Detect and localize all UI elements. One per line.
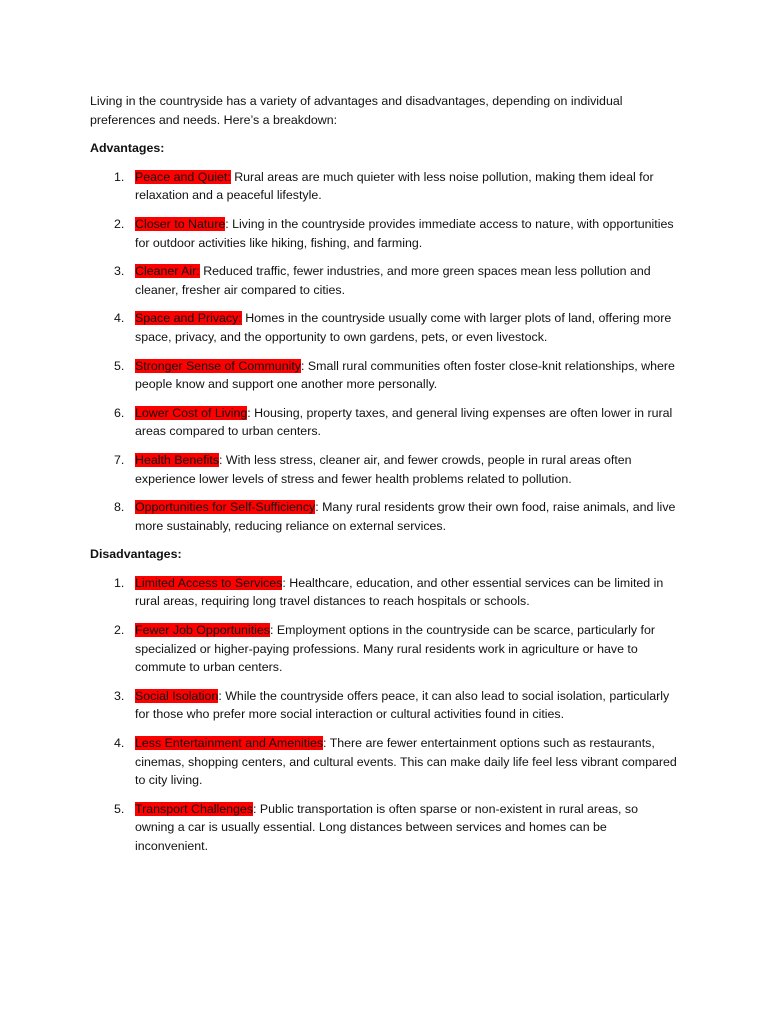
list-number: 4. — [114, 736, 125, 751]
advantages-list — [90, 168, 708, 536]
item-text: : Public transportation is often sparse or non-existent in rural areas, so owning a car is usually essential. Long distances between services and homes can be inconvenient. — [135, 801, 639, 853]
item-text: : Living in the countryside provides immediate access to nature, with opportunities for outdoor activities like hiking, fishing, and farming. — [135, 216, 674, 250]
list-number: 3. — [114, 264, 125, 279]
list-item — [90, 621, 680, 677]
list-item — [90, 404, 680, 441]
list-item — [90, 215, 680, 252]
item-text: : While the countryside offers peace, it can also lead to social isolation, particularly for those who prefer more social interaction or cultural activities found in cities. — [135, 688, 670, 722]
list-item — [90, 262, 680, 299]
highlighted-term: Fewer Job Opportunities — [135, 623, 270, 638]
list-number: 1. — [114, 575, 125, 590]
list-item — [90, 574, 680, 611]
item-text: : Employment options in the countryside can be scarce, particularly for specialized or higher-paying professions. Many rural residents work in agriculture or have to commute to urban centers. — [135, 623, 655, 675]
highlighted-term: Space and Privacy: — [135, 311, 242, 326]
highlighted-term: Stronger Sense of Community — [135, 358, 301, 373]
list-number: 1. — [114, 169, 125, 184]
list-item — [90, 357, 680, 394]
item-text: : Healthcare, education, and other essential services can be limited in rural areas, requiring long travel distances to reach hospitals or schools. — [135, 575, 664, 609]
list-number: 5. — [114, 801, 125, 816]
item-text: : Housing, property taxes, and general living expenses are often lower in rural areas compared to urban centers. — [135, 405, 673, 439]
item-text: Reduced traffic, fewer industries, and more green spaces mean less pollution and cleaner, fresher air compared to cities. — [135, 264, 651, 297]
list-number: 2. — [114, 623, 125, 638]
highlighted-term: Closer to Nature — [135, 216, 226, 231]
item-text: Homes in the countryside usually come with larger plots of land, offering more space, privacy, and the opportunity to own gardens, pets, or even livestock. — [135, 311, 672, 344]
highlighted-term: Cleaner Air: — [135, 264, 200, 279]
list-number: 7. — [114, 452, 125, 467]
highlighted-term: Social Isolation — [135, 688, 219, 703]
list-item — [90, 687, 680, 724]
highlighted-term: Health Benefits — [135, 452, 220, 467]
list-item — [90, 451, 680, 488]
highlighted-term: Opportunities for Self-Sufficiency — [135, 500, 316, 515]
list-item — [90, 800, 680, 856]
highlighted-term: Less Entertainment and Amenities — [135, 736, 324, 751]
list-number: 3. — [114, 688, 125, 703]
disadvantages-list — [90, 574, 708, 856]
item-text: Rural areas are much quieter with less noise pollution, making them ideal for relaxation and a peaceful lifestyle. — [135, 169, 654, 203]
list-item — [90, 168, 680, 205]
item-text: : Many rural residents grow their own food, raise animals, and live more sustainably, reducing reliance on external services. — [135, 500, 676, 533]
list-item — [90, 734, 680, 790]
item-text: : Small rural communities often foster close-knit relationships, where people know and support one another more personally. — [135, 358, 675, 392]
list-number: 8. — [114, 500, 125, 515]
list-number: 5. — [114, 358, 125, 373]
list-item — [90, 498, 680, 535]
highlighted-term: Transport Challenges — [135, 801, 254, 816]
highlighted-term: Lower Cost of Living — [135, 405, 248, 420]
intro-paragraph: Living in the countryside has a variety of advantages and disadvantages, depending on individual preferences and needs. Here’s a breakdown: — [90, 94, 623, 127]
list-number: 4. — [114, 311, 125, 326]
list-number: 6. — [114, 405, 125, 420]
disadvantages-heading: Disadvantages: — [90, 547, 182, 562]
item-text: : There are fewer entertainment options such as restaurants, cinemas, shopping centers, and cultural events. This can make daily life feel less vibrant compared to city living. — [135, 736, 677, 788]
advantages-heading: Advantages: — [90, 141, 165, 156]
highlighted-term: Limited Access to Services — [135, 575, 283, 590]
list-item — [90, 309, 680, 346]
list-number: 2. — [114, 216, 125, 231]
highlighted-term: Peace and Quiet: — [135, 169, 231, 184]
item-text: : With less stress, cleaner air, and fewer crowds, people in rural areas often experience lower levels of stress and fewer health problems related to pollution. — [135, 452, 632, 486]
